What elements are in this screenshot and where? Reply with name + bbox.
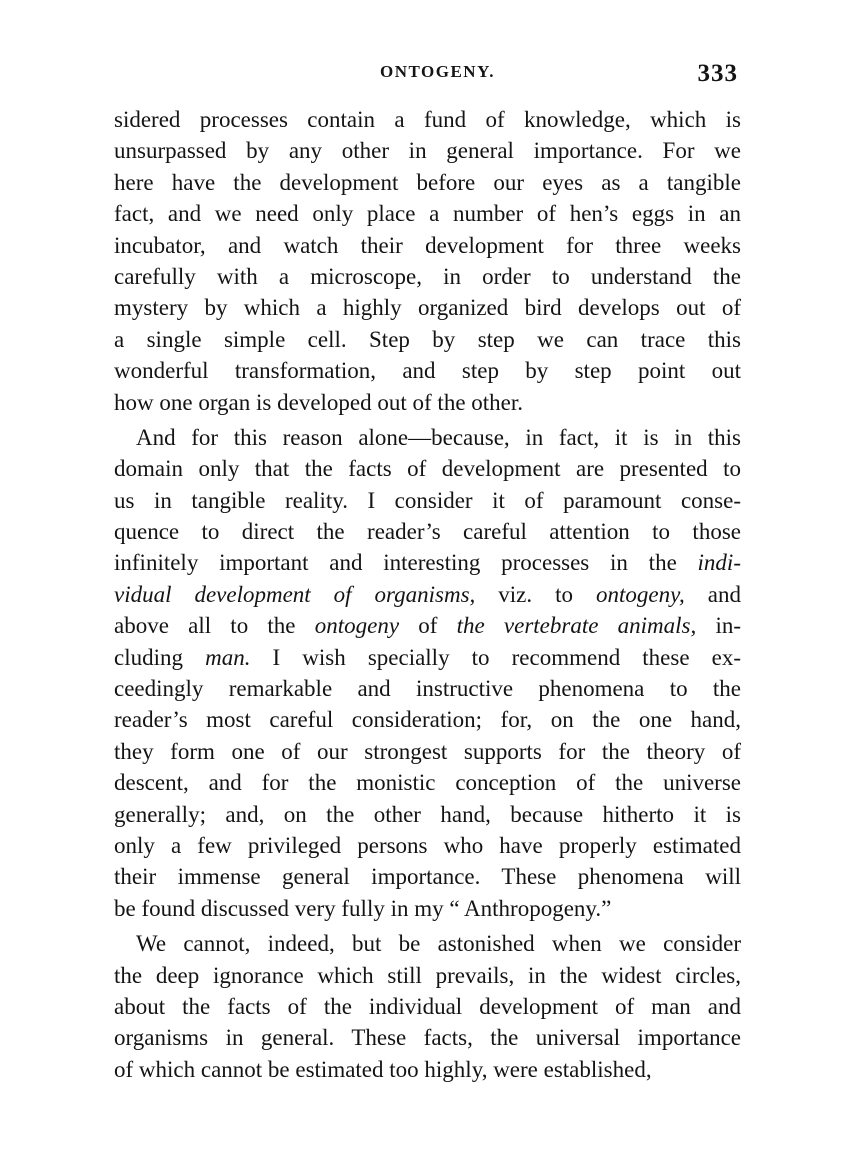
page-number: 333 — [697, 60, 738, 87]
text-run: about the facts of the individual development of man and — [114, 993, 741, 1019]
paragraph — [114, 928, 741, 1085]
text-line — [114, 991, 741, 1022]
text-run: unsurpassed by any other in general importance. For we — [114, 138, 741, 164]
paragraph — [114, 104, 741, 418]
text-run: We cannot, indeed, but be astonished when we consider — [136, 931, 741, 957]
text-line — [114, 453, 741, 484]
text-run: cluding — [114, 644, 206, 670]
text-run: a single simple cell. Step by step we can trace this — [114, 326, 741, 352]
text-line — [114, 1054, 741, 1085]
running-title: ONTOGENY. — [379, 62, 496, 81]
text-line — [114, 642, 741, 673]
text-run: here have the development before our eyes as a tangible — [114, 169, 741, 195]
text-line — [114, 861, 741, 892]
text-run: the deep ignorance which still prevails, in the widest circles, — [114, 962, 741, 988]
text-line — [114, 960, 741, 991]
running-head — [113, 62, 738, 92]
text-line — [114, 387, 741, 418]
text-line — [114, 704, 741, 735]
italic-text: vidual development of organisms, — [114, 581, 476, 607]
text-run: carefully with a microscope, in order to understand the — [114, 263, 741, 289]
italic-text: man. — [205, 644, 251, 670]
text-line — [114, 1022, 741, 1053]
text-run: of — [399, 613, 457, 639]
text-run: they form one of our strongest supports for the theory of — [114, 738, 741, 764]
text-run: descent, and for the monistic conception of the universe — [114, 770, 741, 796]
text-line — [114, 893, 741, 924]
text-run: sidered processes contain a fund of knowledge, which is — [114, 107, 741, 132]
text-run: quence to direct the reader’s careful attention to those — [114, 519, 741, 545]
text-run: only a few privileged persons who have properly estimated — [114, 832, 741, 858]
paragraph — [114, 422, 741, 924]
text-line — [114, 830, 741, 861]
italic-text: ontogeny, — [596, 581, 685, 607]
text-run: domain only that the facts of development are presented to — [114, 456, 741, 482]
text-line — [114, 104, 741, 135]
text-run: reader’s most careful consideration; for, on the one hand, — [114, 707, 741, 733]
text-run: their immense general importance. These phenomena will — [114, 864, 741, 890]
text-run: of which cannot be estimated too highly, were established, — [114, 1056, 652, 1082]
text-line — [114, 261, 741, 292]
text-run: be found discussed very fully in my “ Anthropogeny.” — [114, 895, 612, 921]
text-run: incubator, and watch their development for three weeks — [114, 232, 741, 258]
text-line — [114, 767, 741, 798]
text-run: how one organ is developed out of the other. — [114, 389, 524, 415]
text-line — [114, 355, 741, 386]
text-line — [114, 198, 741, 229]
text-line — [114, 485, 741, 516]
text-line — [114, 292, 741, 323]
text-run: mystery by which a highly organized bird develops out of — [114, 295, 741, 321]
text-run: us in tangible reality. I consider it of paramount conse- — [114, 487, 741, 513]
italic-text: the vertebrate animals, — [456, 613, 697, 639]
text-run: And for this reason alone—because, in fact, it is in this — [136, 424, 741, 450]
text-run: infinitely important and interesting processes in the — [114, 550, 698, 576]
text-run: fact, and we need only place a number of hen’s eggs in an — [114, 201, 741, 227]
body-text — [114, 104, 741, 1085]
text-run: ceedingly remarkable and instructive phenomena to the — [114, 676, 741, 702]
text-run: and — [684, 581, 741, 607]
italic-text: indi- — [697, 550, 741, 576]
text-line — [114, 610, 741, 641]
text-run: wonderful transformation, and step by step point out — [114, 358, 741, 384]
text-run: organisms in general. These facts, the universal importance — [114, 1025, 741, 1051]
text-line — [114, 167, 741, 198]
italic-text: ontogeny — [314, 613, 400, 639]
text-line — [114, 579, 741, 610]
text-line — [114, 736, 741, 767]
text-line — [114, 135, 741, 166]
text-line — [114, 422, 741, 453]
text-line — [114, 673, 741, 704]
text-run: viz. to — [475, 581, 596, 607]
text-run: generally; and, on the other hand, because hitherto it is — [114, 801, 741, 827]
text-run: above all to the — [114, 613, 315, 639]
text-line — [114, 516, 741, 547]
text-run: in- — [696, 613, 741, 639]
text-line — [114, 547, 741, 578]
text-line — [114, 324, 741, 355]
text-line — [114, 230, 741, 261]
text-run: I wish specially to recommend these ex- — [250, 644, 741, 670]
text-line — [114, 928, 741, 959]
text-line — [114, 799, 741, 830]
